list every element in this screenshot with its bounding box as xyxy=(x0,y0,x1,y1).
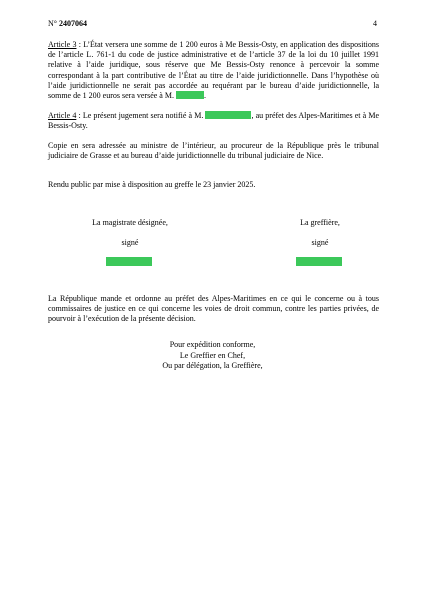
article-4-text-before: : Le présent jugement sera notifié à M. xyxy=(76,111,206,120)
clerk-signature-block xyxy=(275,218,365,248)
redacted-clerk-name xyxy=(296,257,342,266)
rendu-public-paragraph: Rendu public par mise à disposition au greffe le 23 janvier 2025. xyxy=(48,180,256,189)
clerk-signed: signé xyxy=(311,238,329,248)
magistrate-signed: signé xyxy=(121,238,139,248)
article-4-text-after: , au préfet des Alpes-Maritimes et à Me Bessis-Osty. xyxy=(48,111,379,131)
article-3-end: . xyxy=(203,91,206,101)
clerk-title: La greffière, xyxy=(300,218,340,227)
closing-block xyxy=(80,340,345,372)
redacted-magistrate-name xyxy=(106,257,152,266)
closing-line-3: Ou par délégation, la Greffière, xyxy=(162,361,263,370)
closing-line-1: Pour expédition conforme, xyxy=(169,340,256,349)
redacted-name xyxy=(205,111,251,119)
enforcement-paragraph: La République mande et ordonne au préfet des Alpes-Maritimes en ce qui le concerne ou à tous commissaires de justice en ce qui concerne les voies de droit commun, contre les parties privées, de pourvoir à l’exécution de la présente décision. xyxy=(48,294,379,324)
redacted-name xyxy=(176,91,204,99)
closing-line-2: Le Greffier en Chef, xyxy=(179,350,246,360)
page-number: 4 xyxy=(373,19,377,28)
case-number-prefix: N° xyxy=(48,19,57,28)
article-4-title: Article 4 xyxy=(48,111,77,120)
magistrate-title: La magistrate désignée, xyxy=(92,218,168,227)
article-4-paragraph xyxy=(48,111,379,131)
case-number-value: 2407064 xyxy=(58,19,87,28)
article-3-paragraph xyxy=(48,40,379,101)
magistrate-signature-block xyxy=(70,218,190,248)
copy-notice-paragraph: Copie en sera adressée au ministre de l’intérieur, au procureur de la République près le tribunal judiciaire de Grasse et au bureau d’aide juridictionnelle du tribunal judiciaire de Nice. xyxy=(48,141,379,161)
article-3-title: Article 3 xyxy=(48,40,77,49)
article-3-text: : L’État versera une somme de 1 200 euros à Me Bessis-Osty, en application des dispositions de l’article L. 761-1 du code de justice administrative et de l’article 37 de la loi du 10 juillet 1991 relative à l’aide juridique, sous réserve que Me Bessis-Osty renonce à percevoir la somme correspondant à la part contributive de l’État au titre de l’aide juridictionnelle. Dans l’hypothèse où l’aide juridictionnelle ne serait pas accordée au requérant par le bureau d’aide juridictionnelle, la somme de 1 200 euros sera versée à M. xyxy=(48,40,379,101)
case-number xyxy=(48,19,87,29)
